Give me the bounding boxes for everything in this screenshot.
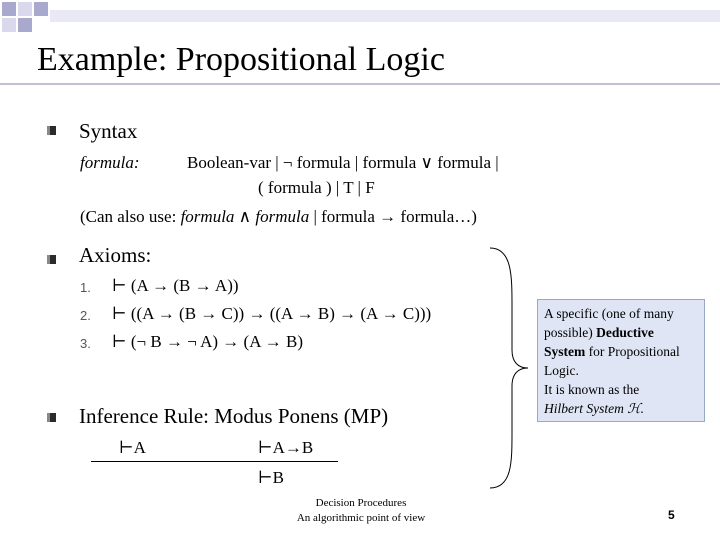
deco-square [18, 2, 32, 16]
callout-text-1: A specific (one of many possible) [544, 306, 674, 340]
inference-heading: Inference Rule: Modus Ponens (MP) [79, 404, 389, 428]
callout-text-2: for Propositional Logic. [544, 344, 680, 378]
slide-title: Example: Propositional Logic [37, 41, 445, 78]
callout-hilbert: Hilbert System ℋ. [544, 401, 644, 416]
syntax-rule-line2: ( formula ) | T | F [258, 178, 375, 197]
deco-bar [50, 10, 720, 22]
axiom-2: ⊢ ((A → (B → C)) → ((A → B) → (A → C))) [112, 304, 432, 323]
inference-line [91, 461, 338, 462]
hilbert-callout [537, 299, 705, 422]
deco-square [34, 2, 48, 16]
axioms-heading: Axioms: [79, 243, 152, 267]
bullet-icon [47, 413, 56, 422]
right-brace-icon [488, 246, 534, 491]
conclusion-b: ⊢B [258, 468, 284, 487]
premise-a: ⊢A [119, 438, 146, 457]
page-number: 5 [668, 508, 675, 522]
bullet-icon [47, 255, 56, 264]
syntax-also-use [80, 206, 477, 228]
bullet-icon [47, 126, 56, 135]
axiom-3: ⊢ (¬ B → ¬ A) → (A → B) [112, 332, 304, 351]
also-formula: formula ∧ formula [180, 207, 310, 226]
footer-line-2: An algorithmic point of view [296, 512, 426, 524]
axiom-number: 1. [80, 280, 91, 295]
deco-square [2, 18, 16, 32]
callout-text-3: It is known as the [544, 382, 640, 397]
syntax-heading: Syntax [79, 119, 138, 143]
axiom-number: 2. [80, 308, 91, 323]
axiom-1: ⊢ (A → (B → A)) [112, 276, 239, 295]
axiom-number: 3. [80, 336, 91, 351]
callout-deductive-system: Deductive System [544, 325, 654, 359]
also-prefix: (Can also use: [80, 207, 181, 226]
deco-square [18, 18, 32, 32]
also-suffix: | formula → formula…) [309, 207, 477, 226]
syntax-lhs: formula: [80, 153, 140, 172]
syntax-rule-line1: Boolean-var | ¬ formula | formula ∨ formula | [187, 153, 499, 172]
premise-a-implies-b: ⊢A→B [258, 438, 314, 457]
title-divider [0, 83, 720, 85]
deco-square [2, 2, 16, 16]
footer [283, 496, 439, 526]
footer-line-1: Decision Procedures [315, 497, 407, 509]
